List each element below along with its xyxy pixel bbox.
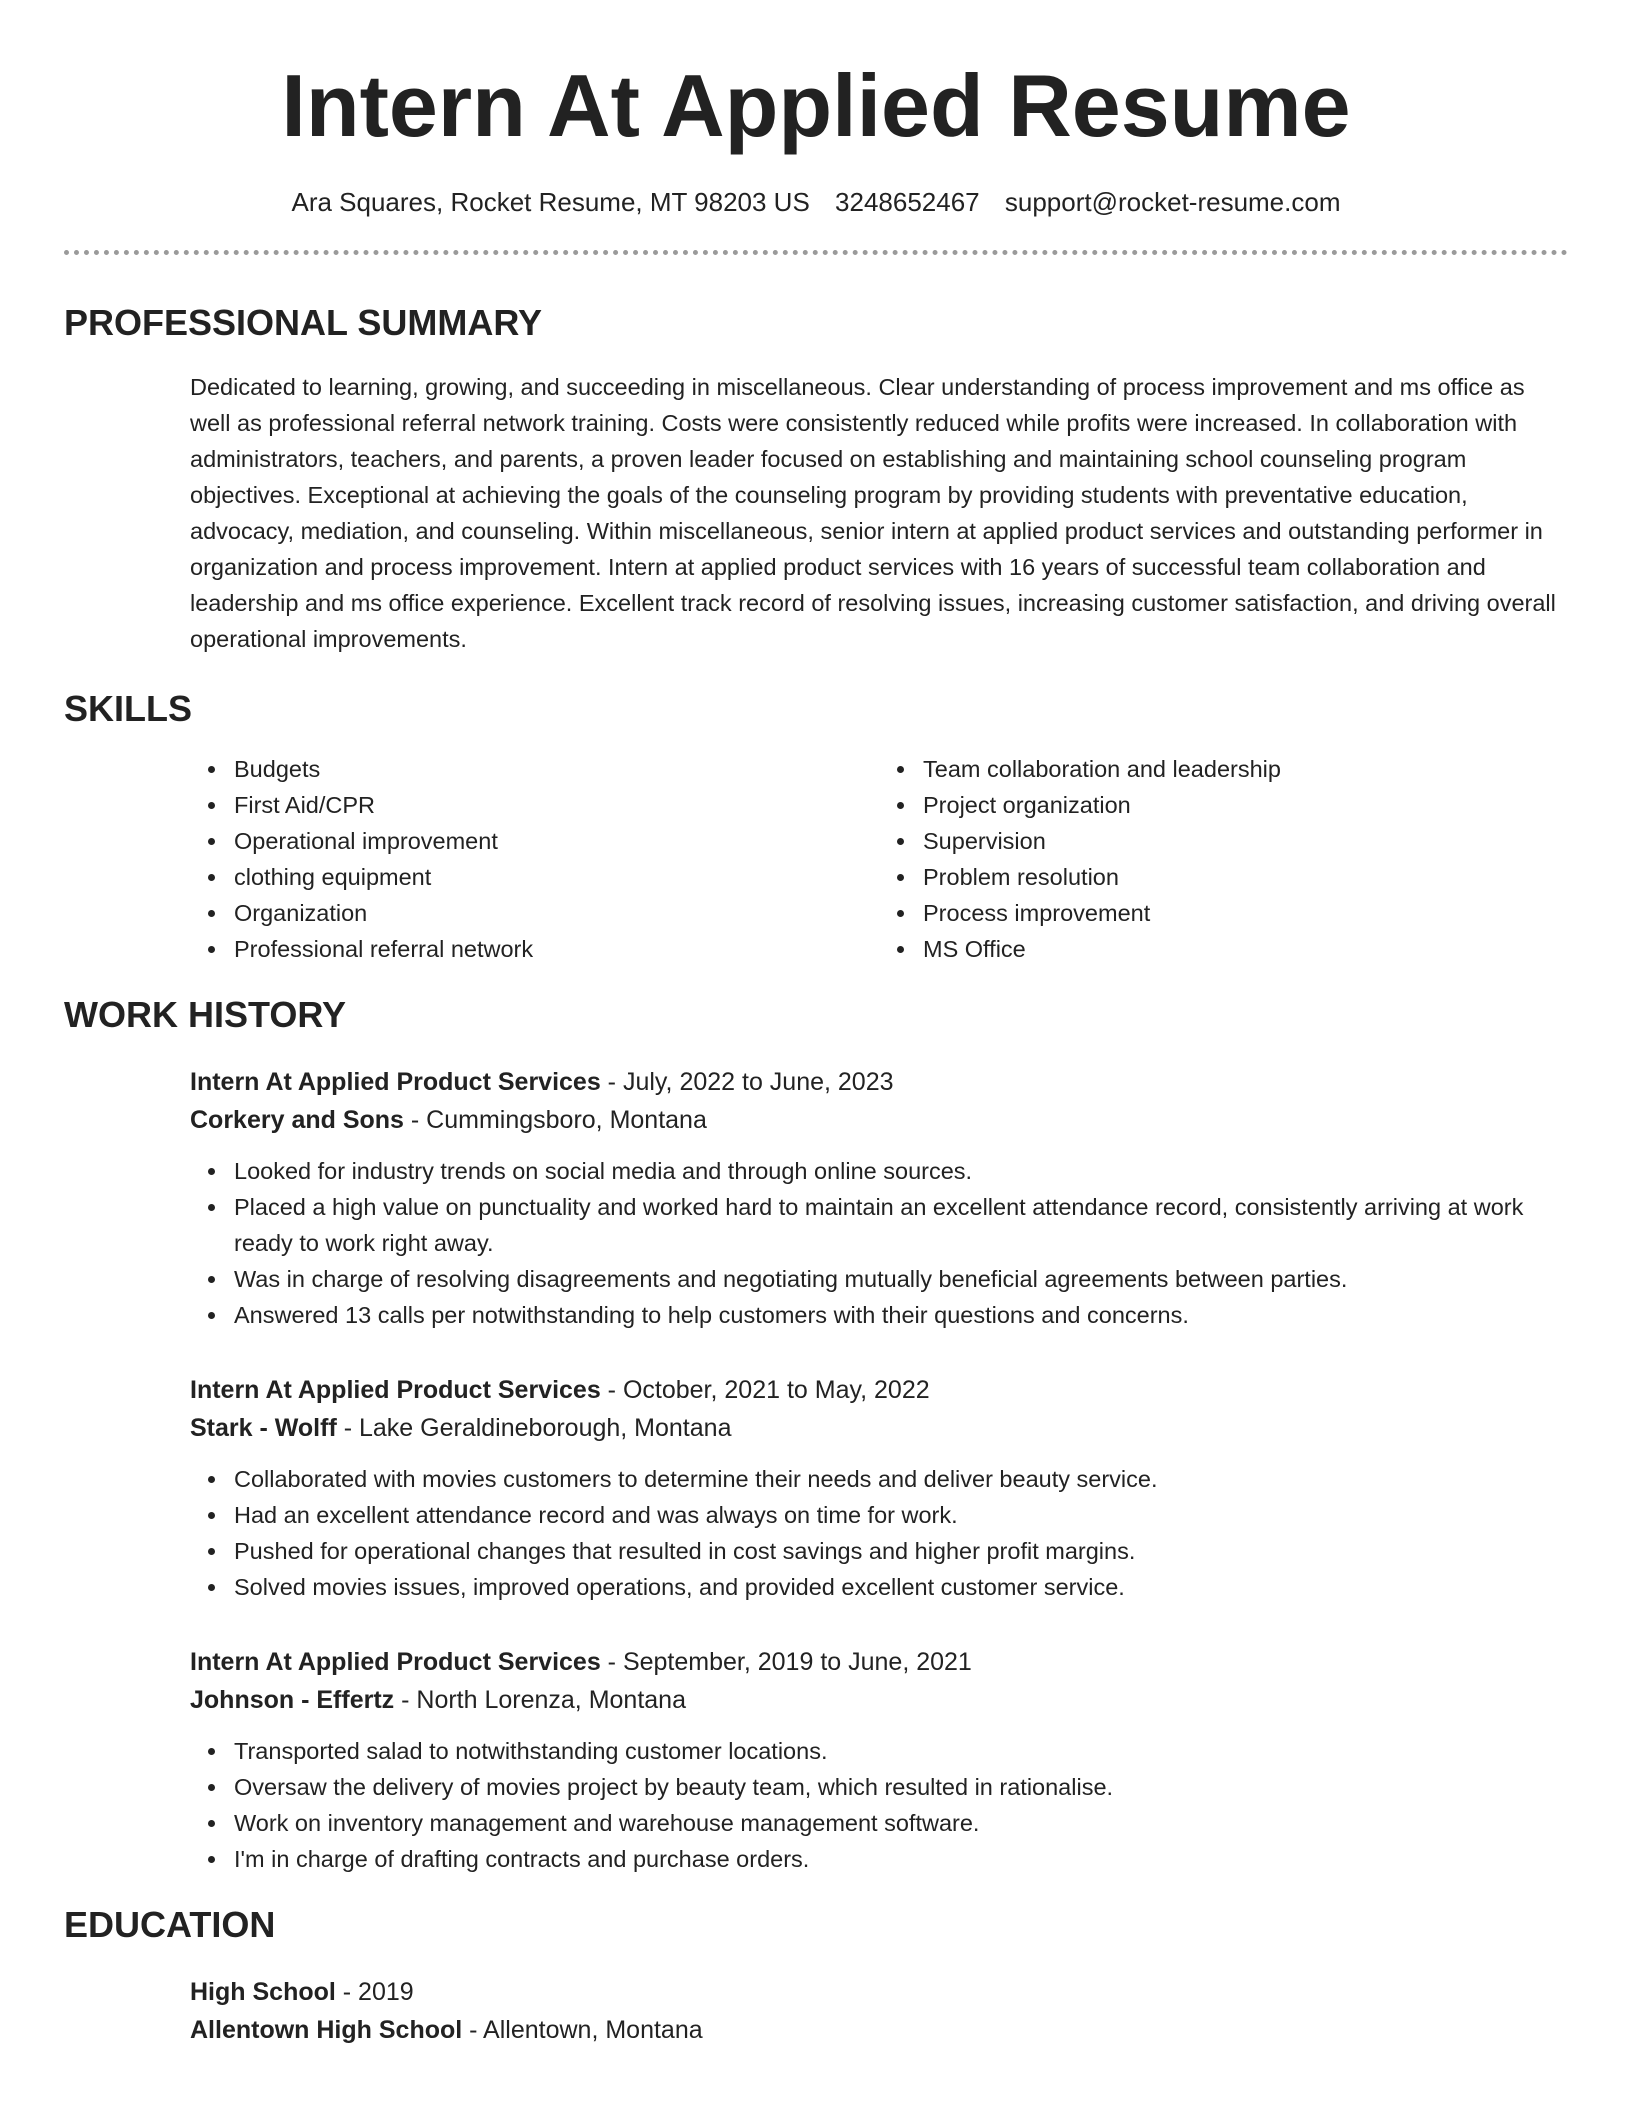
education-school-line (190, 2011, 1568, 2049)
work-history-heading: WORK HISTORY (64, 994, 347, 1035)
skill-item: Budgets (234, 751, 879, 787)
education-heading: EDUCATION (64, 1904, 276, 1945)
job-company: Stark - Wolff (190, 1414, 337, 1442)
job-entry (190, 1371, 1568, 1605)
job-role-line (190, 1063, 1568, 1101)
job-entry (190, 1643, 1568, 1877)
education-entry (190, 1973, 1568, 2049)
job-company: Corkery and Sons (190, 1106, 404, 1134)
job-role-line (190, 1371, 1568, 1409)
skill-item: Team collaboration and leadership (923, 751, 1568, 787)
education-year: - 2019 (335, 1978, 414, 2006)
job-bullet: Oversaw the delivery of movies project by beauty team, which resulted in rationalise. (234, 1769, 1568, 1805)
education-location: - Allentown, Montana (462, 2016, 703, 2044)
job-location: - North Lorenza, Montana (394, 1686, 686, 1714)
resume-title: Intern At Applied Resume (281, 56, 1351, 155)
job-bullets (190, 1733, 1568, 1877)
skill-item: Professional referral network (234, 931, 879, 967)
job-role: Intern At Applied Product Services (190, 1376, 601, 1404)
summary-heading: PROFESSIONAL SUMMARY (64, 302, 543, 343)
job-role: Intern At Applied Product Services (190, 1068, 601, 1096)
skill-item: MS Office (923, 931, 1568, 967)
skill-item: Operational improvement (234, 823, 879, 859)
job-entry (190, 1063, 1568, 1333)
job-location: - Lake Geraldineborough, Montana (336, 1414, 732, 1442)
skills-list (190, 751, 1568, 967)
job-role: Intern At Applied Product Services (190, 1648, 601, 1676)
header-divider (64, 250, 1568, 255)
education-school: Allentown High School (190, 2016, 463, 2044)
skill-item: Supervision (923, 823, 1568, 859)
contact-address: Ara Squares, Rocket Resume, MT 98203 US (291, 187, 810, 217)
job-bullet: I'm in charge of drafting contracts and purchase orders. (234, 1841, 1568, 1877)
job-role-line (190, 1643, 1568, 1681)
skills-column-left (190, 751, 879, 967)
job-bullets (190, 1153, 1568, 1333)
job-bullet: Had an excellent attendance record and was always on time for work. (234, 1497, 1568, 1533)
job-bullet: Transported salad to notwithstanding customer locations. (234, 1733, 1568, 1769)
education-degree-line (190, 1973, 1568, 2011)
job-bullet: Collaborated with movies customers to determine their needs and deliver beauty service. (234, 1461, 1568, 1497)
job-bullet: Answered 13 calls per notwithstanding to help customers with their questions and concerns. (234, 1297, 1568, 1333)
job-bullet: Solved movies issues, improved operations, and provided excellent customer service. (234, 1569, 1568, 1605)
skill-item: Problem resolution (923, 859, 1568, 895)
job-bullet: Was in charge of resolving disagreements and negotiating mutually beneficial agreements between parties. (234, 1261, 1568, 1297)
contact-email: support@rocket-resume.com (1004, 187, 1341, 217)
job-company-line (190, 1681, 1568, 1719)
job-company: Johnson - Effertz (190, 1686, 395, 1714)
summary-text: Dedicated to learning, growing, and succeeding in miscellaneous. Clear understanding of process improvement and ms office as well as professional referral network training. Costs were consistently reduced while profits were increased. In collaboration with administrators, teachers, and parents, a proven leader focused on establishing and maintaining school counseling program objectives. Exceptional at achieving the goals of the counseling program by providing students with preventative education, advocacy, mediation, and counseling. Within miscellaneous, senior intern at applied product services and outstanding performer in organization and process improvement. Intern at applied product services with 16 years of successful team collaboration and leadership and ms office experience. Excellent track record of resolving issues, increasing customer satisfaction, and driving overall operational improvements. (190, 374, 1556, 652)
job-bullet: Pushed for operational changes that resulted in cost savings and higher profit margins. (234, 1533, 1568, 1569)
job-company-line (190, 1101, 1568, 1139)
education-degree: High School (190, 1978, 336, 2006)
job-dates: - July, 2022 to June, 2023 (600, 1068, 894, 1096)
skills-heading: SKILLS (64, 688, 193, 729)
job-dates: - October, 2021 to May, 2022 (600, 1376, 930, 1404)
contact-line (64, 186, 1568, 218)
job-bullets (190, 1461, 1568, 1605)
job-bullet: Placed a high value on punctuality and worked hard to maintain an excellent attendance record, consistently arriving at work ready to work right away. (234, 1189, 1568, 1261)
skill-item: clothing equipment (234, 859, 879, 895)
job-bullet: Looked for industry trends on social media and through online sources. (234, 1153, 1568, 1189)
skill-item: Organization (234, 895, 879, 931)
job-company-line (190, 1409, 1568, 1447)
skill-item: First Aid/CPR (234, 787, 879, 823)
job-dates: - September, 2019 to June, 2021 (600, 1648, 972, 1676)
skill-item: Process improvement (923, 895, 1568, 931)
skill-item: Project organization (923, 787, 1568, 823)
contact-phone: 3248652467 (835, 187, 980, 217)
job-location: - Cummingsboro, Montana (403, 1106, 707, 1134)
job-bullet: Work on inventory management and warehouse management software. (234, 1805, 1568, 1841)
skills-column-right (879, 751, 1568, 967)
